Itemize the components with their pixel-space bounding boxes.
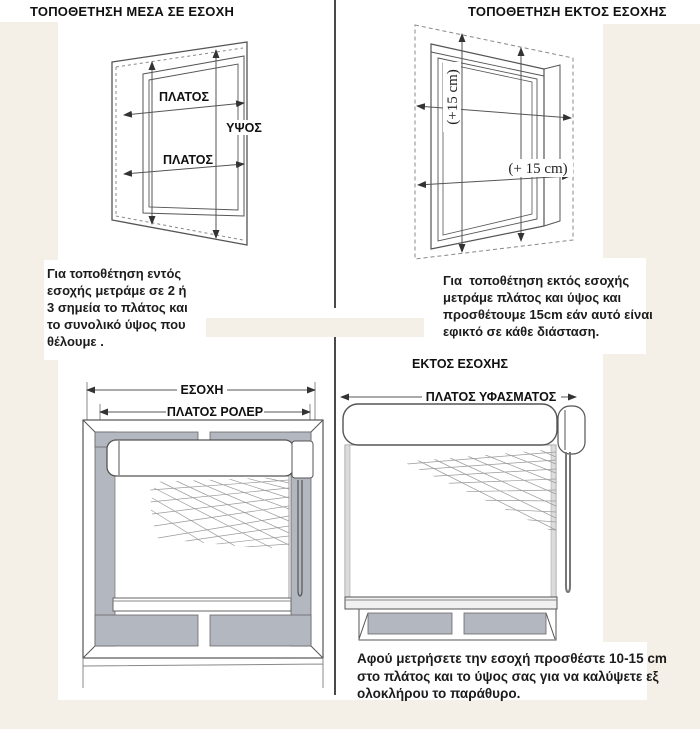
- fabric-bottom-bar: [345, 597, 557, 609]
- fabric-bottom-bar: [113, 598, 291, 611]
- window-sash: [149, 64, 238, 210]
- left-margin: [0, 22, 58, 700]
- caption-line: 3 σημεία το πλάτος και: [47, 300, 188, 315]
- caption-line: εσοχής μετράμε σε 2 ή: [47, 283, 187, 298]
- window-inner-frame: [143, 56, 244, 216]
- fabric-width-label: ΠΛΑΤΟΣ ΥΦΑΣΜΑΤΟΣ: [425, 390, 557, 404]
- fabric-edge-right: [551, 445, 556, 597]
- outside-recess-caption: [443, 272, 653, 340]
- roller-bracket: [292, 441, 313, 478]
- width-add-label: (+ 15 cm): [508, 161, 568, 177]
- blind-fabric: [115, 476, 289, 600]
- roller-outside-recess-diagram: [337, 340, 603, 700]
- width-arrow-top: [417, 106, 571, 118]
- bottom-caption: [357, 650, 667, 703]
- bottom-margin: [0, 700, 700, 729]
- heading-outside-recess: ΕΚΤΟΣ ΕΣΟΧΗΣ: [412, 357, 508, 371]
- recess-label: ΕΣΟΧΗ: [180, 383, 224, 397]
- height-label: ΥΨΟΣ: [226, 121, 262, 135]
- recess-reveal-bottom-left: [95, 615, 198, 646]
- recess-depth-edge: [544, 65, 560, 226]
- roller-tube: [107, 440, 294, 476]
- roller-bracket: [558, 406, 585, 454]
- recess-panel-left: [368, 613, 452, 634]
- width-arrow-bottom: [418, 176, 570, 185]
- caption-line: ολοκλήρου το παράθυρο.: [357, 686, 521, 701]
- caption-line: Για τοποθέτηση εκτός εσοχής: [443, 273, 630, 288]
- inside-recess-caption: [47, 265, 188, 350]
- title-inside-recess: ΤΟΠΟΘΕΤΗΣΗ ΜΕΣΑ ΣΕ ΕΣΟΧΗ: [30, 4, 235, 19]
- recess-reveal-bottom-right: [210, 615, 311, 646]
- pull-chain: [566, 452, 570, 592]
- caption-line: Για τοποθέτηση εντός: [47, 266, 182, 281]
- blind-fabric: [345, 445, 556, 597]
- height-add-label: (+15 cm): [445, 69, 461, 125]
- caption-line: μετράμε πλάτος και ύψος και: [443, 290, 622, 305]
- caption-line: εφικτό σε κάθε διάσταση.: [443, 324, 600, 339]
- caption-line: Αφού μετρήσετε την εσοχή προσθέστε 10-15 cm: [357, 651, 667, 666]
- recess-panel-right: [464, 613, 546, 634]
- caption-line: το συνολικό ύψος που: [47, 317, 186, 332]
- title-outside-recess: ΤΟΠΟΘΕΤΗΣΗ ΕΚΤΟΣ ΕΣΟΧΗΣ: [468, 4, 667, 19]
- width-arrow-top: [124, 103, 244, 115]
- width-label-bottom: ΠΛΑΤΟΣ: [163, 153, 213, 167]
- caption-line: προσθέτουμε 15cm εάν αυτό είναι: [443, 307, 653, 322]
- caption-line: θέλουμε .: [47, 334, 104, 349]
- roller-width-label: ΠΛΑΤΟΣ ΡΟΛΕΡ: [166, 405, 264, 419]
- width-label-top: ΠΛΑΤΟΣ: [159, 90, 209, 104]
- fabric-edge-left: [345, 445, 350, 597]
- wall-edge-dashed: [116, 48, 243, 240]
- window-sill: [83, 658, 323, 688]
- roller-inside-recess-diagram: [62, 340, 337, 700]
- caption-line: στο πλάτος και το ύψος σας για να καλύψετε εξ: [357, 668, 659, 684]
- roller-tube: [343, 404, 557, 445]
